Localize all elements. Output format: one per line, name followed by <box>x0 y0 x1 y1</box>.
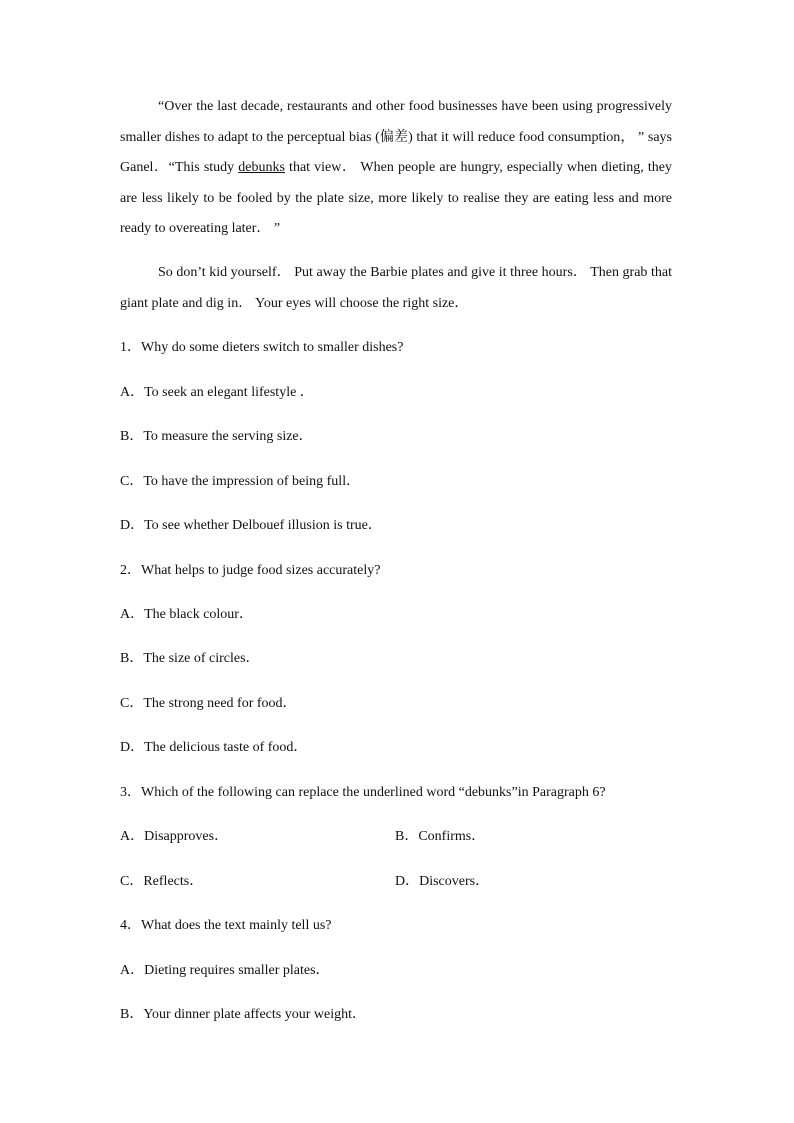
question-1-option-b: B．To measure the serving size． <box>120 429 313 444</box>
passage-paragraph-2: So don’t kid yourself． Put away the Barbie plates and give it three hours． Then grab that giant plate and dig in． Your eyes will choose the right size． <box>120 265 672 311</box>
question-3-option-b: B．Confirms． <box>395 829 486 844</box>
question-2-option-b: B．The size of circles． <box>120 651 260 666</box>
question-1-option-c: C．To have the impression of being full． <box>120 474 361 489</box>
question-2-option-c: C．The strong need for food． <box>120 696 297 711</box>
question-4-option-b: B．Your dinner plate affects your weight． <box>120 1007 366 1022</box>
question-2-stem: 2．What helps to judge food sizes accurately? <box>120 563 381 578</box>
question-3-option-c: C．Reflects． <box>120 874 204 889</box>
question-3-option-d: D．Discovers． <box>395 874 490 889</box>
question-1-option-d: D．To see whether Delbouef illusion is true． <box>120 518 382 533</box>
paragraph-1-text-a: “Over the last decade, restaurants and other food businesses have been using progressively smaller dishes to adapt to the perceptual bias (偏差) that it will reduce food consumption， ” says Ganel．“This study <box>120 99 672 175</box>
question-3-option-a: A．Disapproves． <box>120 829 229 844</box>
passage-paragraph-1 <box>120 92 672 245</box>
question-2-option-d: D．The delicious taste of food． <box>120 740 308 755</box>
question-4-option-a: A．Dieting requires smaller plates． <box>120 963 330 978</box>
question-2-option-a: A．The black colour． <box>120 607 253 622</box>
question-4-stem: 4．What does the text mainly tell us? <box>120 918 332 933</box>
question-1-option-a: A．To seek an elegant lifestyle ． <box>120 385 314 400</box>
paragraph-1-text-b: that view． When people are hungry, especially when dieting, they are less likely to be fooled by the plate size, more likely to realise they are eating less and more ready to overeating later． ” <box>120 160 672 236</box>
question-1-stem: 1．Why do some dieters switch to smaller dishes? <box>120 340 404 355</box>
question-3-stem: 3．Which of the following can replace the underlined word “debunks”in Paragraph 6? <box>120 785 606 800</box>
underlined-word-debunks: debunks <box>238 160 285 175</box>
